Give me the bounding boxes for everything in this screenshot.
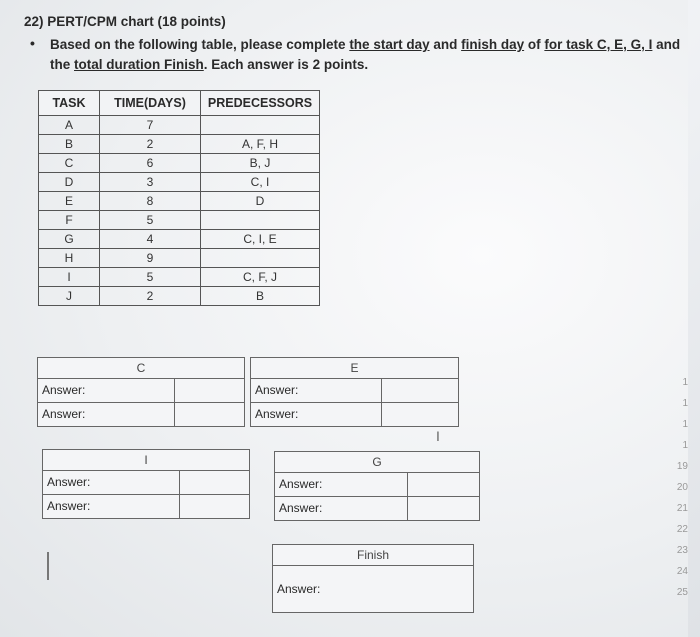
margin-number: 1	[682, 419, 688, 430]
question-header	[24, 14, 684, 75]
answer-label: Answer:	[251, 403, 382, 426]
time-cell: 4	[100, 230, 201, 249]
margin-number: 24	[676, 566, 688, 577]
answer-label: Answer:	[275, 473, 408, 496]
table-row	[39, 230, 320, 249]
margin-number: 21	[676, 503, 688, 514]
task-cell: J	[39, 287, 100, 306]
header-task: TASK	[39, 91, 100, 116]
predecessors-cell: A, F, H	[201, 135, 320, 154]
text-cursor-icon: I	[436, 428, 440, 444]
table-row	[39, 116, 320, 135]
finish-day-phrase: finish day	[461, 37, 525, 52]
header-predecessors: PREDECESSORS	[201, 91, 320, 116]
answer-g-finish-field[interactable]	[408, 497, 479, 520]
answer-box-finish	[272, 544, 474, 613]
answer-label: Answer:	[43, 471, 180, 494]
task-cell: G	[39, 230, 100, 249]
table-row	[39, 249, 320, 268]
table-row	[39, 192, 320, 211]
time-cell: 9	[100, 249, 201, 268]
bullet-icon: •	[30, 35, 35, 51]
answer-label: Answer:	[277, 582, 321, 596]
answer-box-e	[250, 357, 459, 427]
box-label-i: I	[43, 450, 249, 471]
margin-number: 1	[682, 440, 688, 451]
table-row	[39, 268, 320, 287]
task-table	[38, 90, 320, 306]
predecessors-cell: C, F, J	[201, 268, 320, 287]
answer-i-finish-field[interactable]	[180, 495, 249, 518]
box-label-g: G	[275, 452, 479, 473]
answer-label: Answer:	[251, 379, 382, 402]
margin-number: 22	[676, 524, 688, 535]
answer-box-c	[37, 357, 245, 427]
box-label-e: E	[251, 358, 458, 379]
answer-box-g	[274, 451, 480, 521]
answer-finish-field[interactable]	[273, 566, 473, 612]
task-cell: C	[39, 154, 100, 173]
predecessors-cell: B	[201, 287, 320, 306]
table-row	[39, 211, 320, 230]
margin-line-numbers	[674, 372, 688, 603]
header-time: TIME(DAYS)	[100, 91, 201, 116]
start-day-phrase: the start day	[349, 37, 430, 52]
predecessors-cell: B, J	[201, 154, 320, 173]
predecessors-cell	[201, 116, 320, 135]
question-instructions: • Based on the following table, please complete the start day and finish day of for task C, E, G, I and the total duration Finish. Each answer is 2 points.	[24, 35, 684, 75]
time-cell: 5	[100, 268, 201, 287]
answer-label: Answer:	[38, 403, 175, 426]
predecessors-cell: C, I, E	[201, 230, 320, 249]
table-row	[39, 173, 320, 192]
time-cell: 5	[100, 211, 201, 230]
margin-number: 23	[676, 545, 688, 556]
total-duration-phrase: total duration Finish	[74, 57, 204, 72]
time-cell: 7	[100, 116, 201, 135]
box-label-c: C	[38, 358, 244, 379]
time-cell: 6	[100, 154, 201, 173]
answer-label: Answer:	[275, 497, 408, 520]
answer-c-start-field[interactable]	[175, 379, 244, 402]
time-cell: 3	[100, 173, 201, 192]
task-cell: E	[39, 192, 100, 211]
predecessors-cell	[201, 211, 320, 230]
table-row	[39, 154, 320, 173]
task-cell: A	[39, 116, 100, 135]
margin-number: 1	[682, 377, 688, 388]
predecessors-cell: C, I	[201, 173, 320, 192]
task-list-phrase: for task C, E, G, I	[544, 37, 653, 52]
answer-box-i	[42, 449, 250, 519]
margin-number: 1	[682, 398, 688, 409]
margin-number: 25	[676, 587, 688, 598]
question-title: 22) PERT/CPM chart (18 points)	[24, 14, 226, 29]
table-row	[39, 287, 320, 306]
task-cell: H	[39, 249, 100, 268]
time-cell: 8	[100, 192, 201, 211]
answer-e-finish-field[interactable]	[382, 403, 458, 426]
text-caret	[47, 552, 49, 580]
predecessors-cell: D	[201, 192, 320, 211]
answer-g-start-field[interactable]	[408, 473, 479, 496]
predecessors-cell	[201, 249, 320, 268]
task-cell: B	[39, 135, 100, 154]
task-cell: I	[39, 268, 100, 287]
task-cell: D	[39, 173, 100, 192]
time-cell: 2	[100, 135, 201, 154]
answer-i-start-field[interactable]	[180, 471, 249, 494]
answer-label: Answer:	[38, 379, 175, 402]
box-label-finish: Finish	[273, 545, 473, 566]
table-row	[39, 135, 320, 154]
answer-e-start-field[interactable]	[382, 379, 458, 402]
margin-number: 20	[676, 482, 688, 493]
margin-number: 19	[676, 461, 688, 472]
task-cell: F	[39, 211, 100, 230]
time-cell: 2	[100, 287, 201, 306]
answer-label: Answer:	[43, 495, 180, 518]
answer-c-finish-field[interactable]	[175, 403, 244, 426]
